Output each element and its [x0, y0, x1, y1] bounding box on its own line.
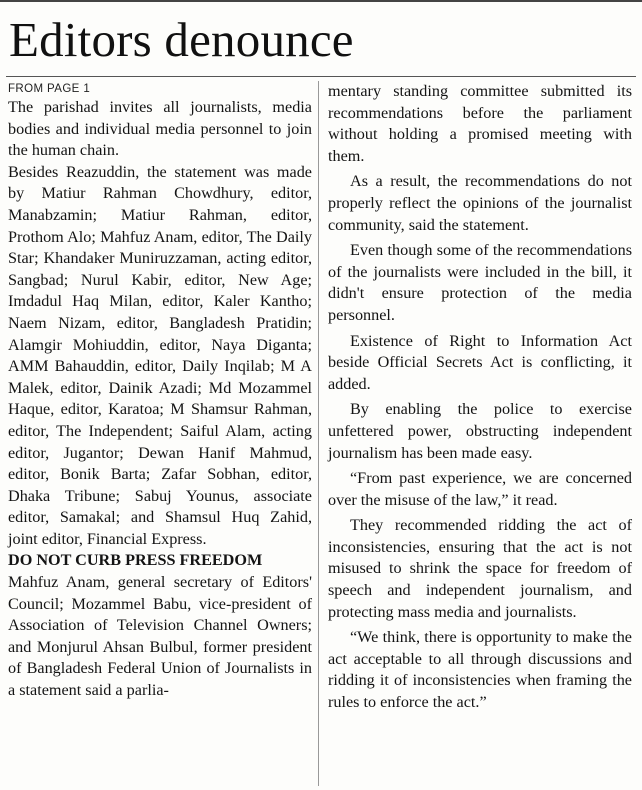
paragraph: “We think, there is opportunity to make the act acceptable to all through discussions and ridding it of inconsistencies when framing the rules to enforce the act.”: [328, 628, 632, 712]
paragraph: As a result, the recommendations do not properly reflect the opinions of the journalist community, said the statement.: [328, 172, 632, 234]
kicker: FROM PAGE 1: [8, 83, 91, 95]
right-column: [328, 81, 632, 714]
paragraph: “From past experience, we are concerned over the misuse of the law,” it read.: [328, 469, 632, 509]
paragraph: Besides Reazuddin, the statement was made by Matiur Rahman Chowdhury, editor, Manabzamin; Matiur Rahman, editor, Prothom Alo; Mahfuz Anam, editor, The Daily Star; Khandaker Muniruzzaman, acting editor, Sangbad; Nurul Kabir, editor, New Age; Imdadul Haq Milan, editor, Kaler Kantho; Naem Nizam, editor, Bangladesh Pratidin; Alamgir Mohiuddin, editor, Naya Diganta; AMM Bahauddin, editor, Daily Inqilab; M A Malek, editor, Dainik Azadi; Md Mozammel Haque, editor, Karatoa; M Shamsur Rahman, editor, The Independent; Saiful Alam, acting editor, Jugantor; Dewan Hanif Mahmud, editor, Bonik Barta; Zafar Sobhan, editor, Dhaka Tribune; Sabuj Younus, associate editor, Samakal; and Shamsul Huq Zahid, joint editor, Financial Express.: [8, 162, 312, 548]
paragraph: Even though some of the recommendations of the journalists were included in the bill, it didn't ensure protection of the media personnel.: [328, 241, 632, 324]
paragraph: Mahfuz Anam, general secretary of Editors' Council; Mozammel Babu, vice-president of Association of Television Channel Owners; and Monjurul Ahsan Bulbul, former president of Bangladesh Federal Union of Journalists in a statement said a parlia-: [8, 573, 312, 700]
paragraph: The parishad invites all journalists, media bodies and individual media personnel to join the human chain.: [8, 98, 312, 160]
paragraph: They recommended ridding the act of inconsistencies, ensuring that the act is not misused to shrink the space for freedom of speech and independent journalism, and protecting mass media and journalists.: [328, 516, 632, 621]
headline-rule: [6, 76, 636, 77]
subhead: DO NOT CURB PRESS FREEDOM: [8, 551, 263, 570]
column-divider: [318, 81, 319, 786]
paragraph: By enabling the police to exercise unfettered power, obstructing independent journalism has been made easy.: [328, 400, 632, 462]
left-column: [8, 81, 312, 702]
headline: Editors denounce: [9, 12, 354, 67]
paragraph: mentary standing committee submitted its recommendations before the parliament without holding a promised meeting with them.: [328, 82, 632, 165]
paragraph: Existence of Right to Information Act beside Official Secrets Act is conflicting, it added.: [328, 331, 632, 393]
